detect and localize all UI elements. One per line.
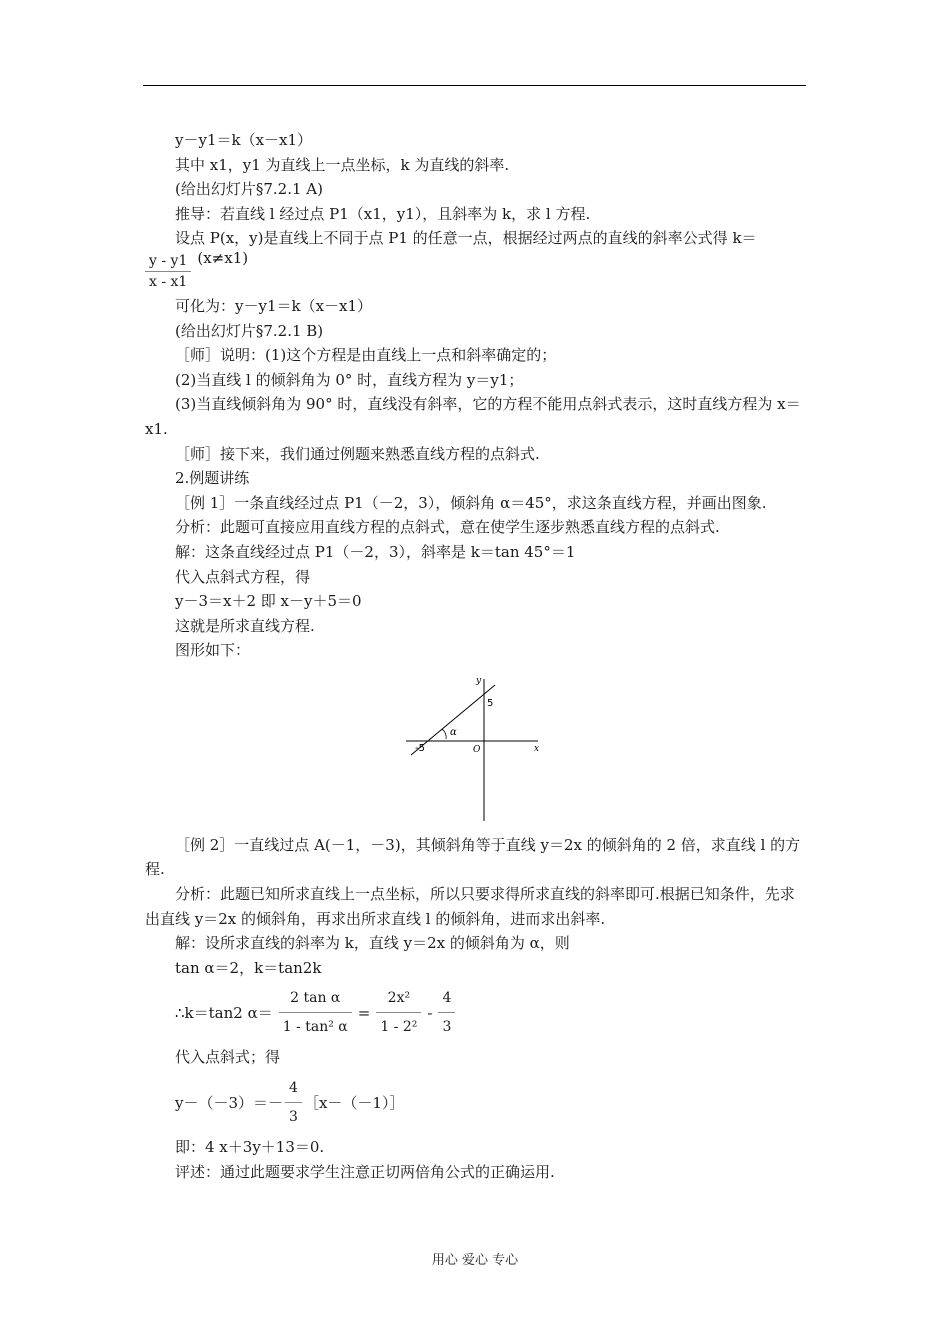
equation-suffix: ［x－（－1）］ [303,1093,405,1112]
text-line: 分析：此题可直接应用直线方程的点斜式，意在使学生逐步熟悉直线方程的点斜式. [175,518,720,537]
text-line: (给出幻灯片§7.2.1 A) [175,180,323,199]
angle-label: α [450,726,457,738]
fraction [279,986,352,1039]
fraction-condition: (x≠x1) [197,249,249,268]
slope-fraction [145,249,805,290]
text-line: 图形如下： [175,641,251,660]
text-line: 2.例题讲练 [175,469,250,488]
text-line: tan α＝2，k＝tan2k [175,958,322,977]
y-intercept-label: 5 [487,697,494,709]
text-line: 解：设所求直线的斜率为 k，直线 y＝2x 的倾斜角为 α，则 [175,934,570,953]
fraction-numerator: y - y1 [149,252,188,269]
fraction-denominator: 3 [442,1019,452,1036]
fraction-denominator: 1 - tan² α [282,1019,348,1036]
text-line: 代入点斜式方程，得 [175,567,311,586]
fraction-numerator: 2x² [387,990,411,1007]
fraction [145,253,191,290]
line-graph [145,673,805,823]
header-rule [143,85,806,86]
text-line: 这就是所求直线方程. [175,616,315,635]
graph-svg [398,673,548,823]
page-footer: 用心 爱心 专心 [431,1253,519,1268]
equation-prefix: y－（－3）＝－ [175,1093,284,1112]
text-line: ［师］接下来，我们通过例题来熟悉直线方程的点斜式. [175,444,540,463]
text-line: 其中 x1，y1 为直线上一点坐标，k 为直线的斜率. [175,155,510,174]
text-line: 解：这条直线经过点 P1（－2，3），斜率是 k＝tan 45°＝1 [175,542,576,561]
angle-arc [442,729,446,739]
text-line: y－y1＝k（x－x1） [175,131,313,149]
fraction-denominator: x - x1 [149,273,188,290]
text-paragraph: 分析：此题已知所求直线上一点坐标，所以只要求得所求直线的斜率即可.根据已知条件，先求出直线 y＝2x 的倾斜角，再求出所求直线 l 的倾斜角，进而求出斜率. [145,885,795,928]
x-axis-label: x [534,743,540,754]
fraction-numerator: 2 tan α [290,990,341,1007]
fraction-denominator: 1 - 2² [380,1019,418,1036]
fraction-denominator: 3 [289,1109,298,1126]
text-line: y－3＝x＋2 即 x－y＋5＝0 [175,592,362,611]
text-line: 评述：通过此题要求学生注意正切两倍角公式的正确运用. [175,1162,555,1181]
equation-point-slope [145,1076,805,1129]
text-paragraph: ［例 2］一直线过点 A(－1，－3)，其倾斜角等于直线 y＝2x 的倾斜角的 2 倍，求直线 l 的方程. [145,835,801,879]
equation-double-angle [145,986,805,1039]
origin-label: O [473,744,481,755]
fraction [438,986,455,1039]
text-line: (2)当直线 l 的倾斜角为 0° 时，直线方程为 y＝y1； [175,370,524,389]
text-line: 可化为：y－y1＝k（x－x1） [175,296,373,315]
x-intercept-label: -5 [415,742,425,754]
equals-sign: = [357,1003,371,1022]
text-line: (给出幻灯片§7.2.1 B) [175,321,324,340]
text-line: 设点 P(x，y)是直线上不同于点 P1 的任意一点，根据经过两点的直线的斜率公式得 k＝ [175,229,757,248]
text-line: ［师］说明：(1)这个方程是由直线上一点和斜率确定的； [175,346,557,365]
y-axis-label: y [476,675,482,686]
text-line: 推导：若直线 l 经过点 P1（x1，y1），且斜率为 k，求 l 方程. [175,204,591,223]
text-line: ［例 1］一条直线经过点 P1（－2，3），倾斜角 α＝45°，求这条直线方程，并画出图象. [175,493,767,512]
minus-sign: - [427,1003,433,1022]
text-paragraph: (3)当直线倾斜角为 90° 时，直线没有斜率，它的方程不能用点斜式表示，这时直线方程为 x＝x1. [145,395,801,438]
fraction [285,1076,302,1129]
fraction-numerator: 4 [289,1080,298,1097]
text-line: 代入点斜式；得 [175,1048,281,1067]
page-content [145,128,805,1184]
fraction-numerator: 4 [442,990,452,1007]
equation-prefix: ∴k＝tan2 α＝ [175,1003,273,1022]
fraction [376,986,421,1039]
text-line: 即：4 x＋3y＋13＝0. [175,1138,325,1157]
